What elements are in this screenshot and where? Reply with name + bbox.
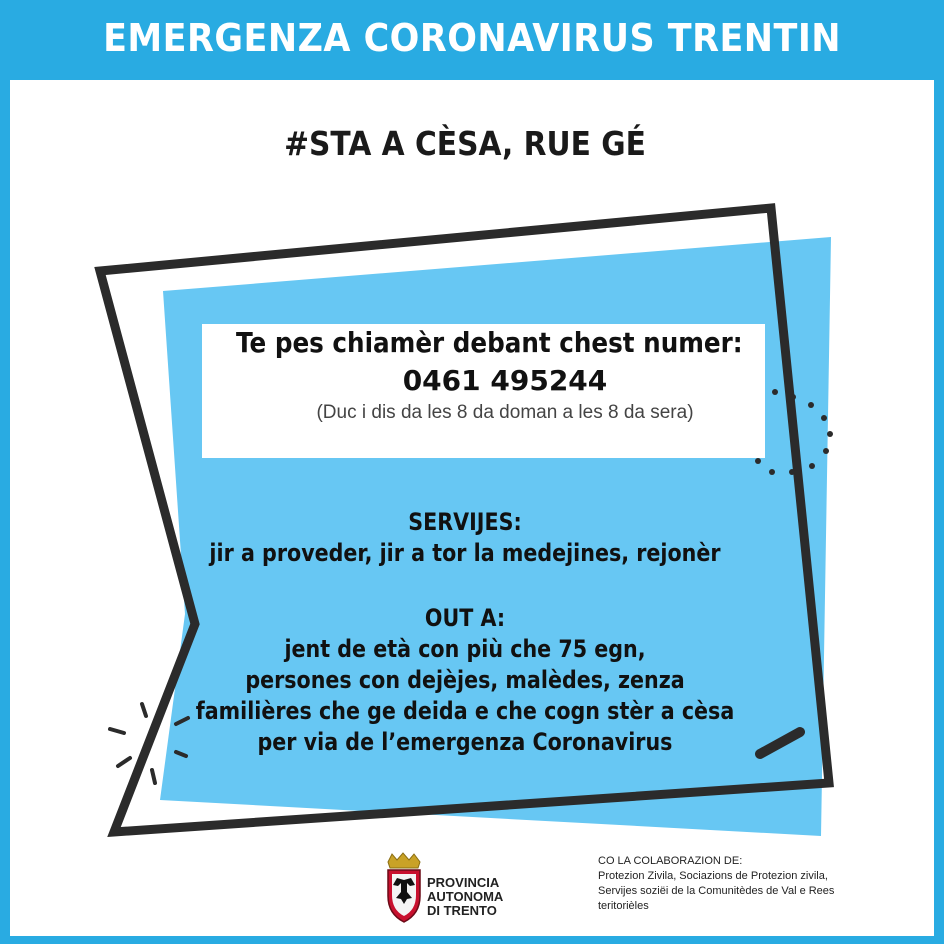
collaboration-credits bbox=[598, 854, 834, 914]
collaboration-line: Servijes soziëi de la Comunitèdes de Val e Rees bbox=[598, 885, 835, 897]
services-heading: SERVIJES: bbox=[408, 508, 522, 536]
target-line: persones con dejèjes, malèdes, zenza bbox=[245, 666, 685, 694]
target-line: jent de età con più che 75 egn, bbox=[284, 635, 646, 663]
target-heading: OUT A: bbox=[424, 604, 506, 632]
logo-line: AUTONOMA bbox=[427, 889, 504, 904]
logo-text bbox=[427, 876, 503, 918]
hashtag-heading: #STA A CÈSA, RUE GÉ bbox=[284, 124, 646, 163]
page-title: EMERGENZA CORONAVIRUS TRENTIN bbox=[103, 16, 841, 60]
target-block bbox=[150, 603, 780, 758]
services-text: jir a proveder, jir a tor la medejines, rejonèr bbox=[209, 539, 721, 567]
call-hours: (Duc i dis da les 8 da doman a les 8 da sera) bbox=[316, 402, 694, 423]
call-title: Te pes chiamèr debant chest numer: bbox=[236, 326, 743, 359]
services-block bbox=[150, 507, 780, 569]
collaboration-heading: CO LA COLABORAZION DE: bbox=[598, 855, 743, 867]
logo-line: DI TRENTO bbox=[427, 903, 497, 918]
target-line: per via de l’emergenza Coronavirus bbox=[257, 728, 673, 756]
logo-line: PROVINCIA bbox=[427, 875, 500, 890]
collaboration-line: Protezion Zivila, Sociazions de Protezion zivila, bbox=[598, 870, 828, 882]
phone-number[interactable]: 0461 495244 bbox=[402, 364, 608, 397]
target-line: familières che ge deida e che cogn stèr a cèsa bbox=[195, 697, 735, 725]
collaboration-line: teritorièles bbox=[598, 900, 649, 912]
